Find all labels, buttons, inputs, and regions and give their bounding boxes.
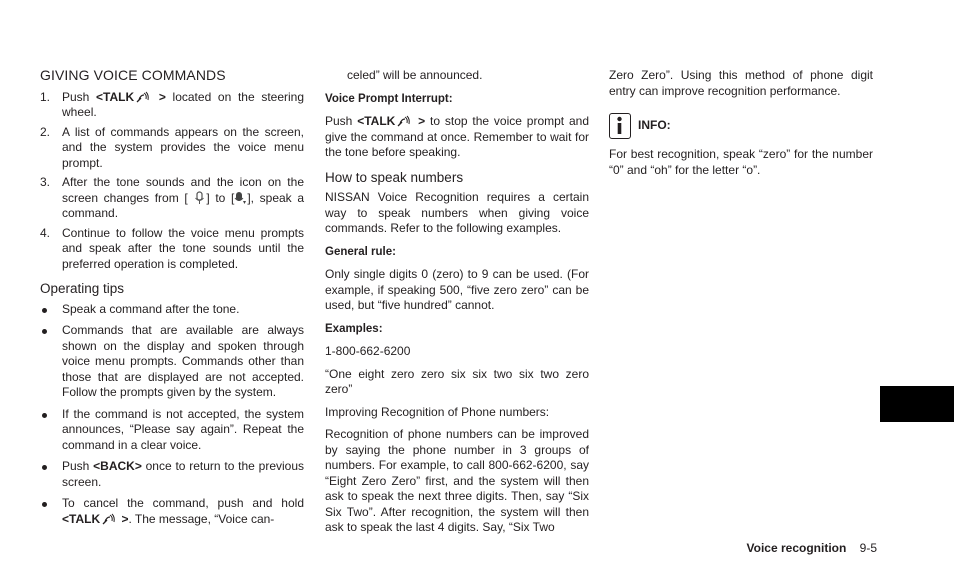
heading-general-rule: General rule: [325,245,396,258]
info-icon [609,113,631,139]
step-text: Continue to follow the voice menu prompts and speak after the tone sounds until the preferred operation is completed. [62,225,304,271]
tip-item [40,459,304,490]
tip-text: Push [62,459,94,473]
example-spoken: “One eight zero zero six six two six two zero zero” [325,366,589,396]
general-rule-paragraph: Only single digits 0 (zero) to 9 can be used. (For example, if speaking 500, “five zero zero” can be used, but “five hundred” cannot. [325,267,589,312]
improving-heading: Improving Recognition of Phone numbers: [325,404,550,419]
step-number: 2. [40,124,51,139]
back-button-label: <BACK> [93,459,142,473]
column-2 [325,68,589,543]
chapter-tab [880,386,954,422]
column-3 [609,68,873,185]
continued-text: Zero Zero”. Using this method of phone digit entry can improve recognition performance. [609,68,873,98]
step-2 [40,125,304,172]
bullet-icon [42,329,47,334]
talk-button-label: <TALK > [96,89,166,104]
info-label: INFO: [638,118,671,133]
tip-item [40,323,304,401]
page-footer [747,541,877,555]
example-number: 1-800-662-6200 [325,344,411,358]
step-3 [40,175,304,222]
page-number: 9-5 [859,541,877,555]
bullet-icon [42,502,47,507]
subheading-operating-tips: Operating tips [40,281,125,296]
heading-examples: Examples: [325,322,383,335]
mic-active-icon [234,191,247,205]
step-text: ], speak a command. [62,190,304,220]
step-1 [40,90,304,121]
tip-item [40,302,304,318]
step-text: located on the steering wheel. [62,89,305,119]
bullet-icon [42,413,47,418]
step-4 [40,226,304,273]
talk-switch-icon [136,91,150,103]
subheading-speak-numbers: How to speak numbers [325,169,464,185]
heading-voice-prompt-interrupt: Voice Prompt Interrupt: [325,92,453,105]
footer-section-title: Voice recognition [746,541,847,555]
tip-text: once to return to the previous screen. [62,459,305,489]
tip-item [40,407,304,454]
bullet-icon [42,465,47,470]
continued-text: celed” will be announced. [347,68,483,82]
tip-text: Commands that are available are always shown on the display and spoken through voice menu prompts. Commands other than those that are displayed are not accepted. Follow the prompts given by the system. [62,323,304,399]
mic-standby-icon [193,191,206,205]
step-text: After the tone sounds and the icon on the screen changes from [ [62,175,304,205]
talk-button-label: <TALK > [357,114,426,128]
step-text: Push [62,89,97,104]
tip-item [40,496,304,527]
tip-text: Speak a command after the tone. [62,301,240,316]
tips-list [40,302,304,528]
talk-switch-icon [397,115,411,127]
step-number: 3. [40,175,51,189]
tip-text: To cancel the command, push and hold [62,496,304,510]
step-text: A list of commands appears on the screen, and the system provides the voice menu prompt. [62,124,304,170]
tip-text: . The message, “Voice can- [128,511,275,526]
improving-paragraph: Recognition of phone numbers can be improved by saying the phone number in 3 groups of numbers. For example, to call 800-662-6200, say “Eight Zero Zero” first, and the system will then ask to speak the next three digits. Then, say “Six Six Two”. After recognition, the system will then ask to speak the last 4 digits. Say, “Six Two [325,427,589,534]
info-header [609,113,873,139]
section-heading: GIVING VOICE COMMANDS [40,67,226,83]
talk-switch-icon [102,513,116,525]
steps-list [40,90,304,273]
tip-text: If the command is not accepted, the system announces, “Please say again”. Repeat the command in a clear voice. [62,406,304,452]
step-text: ] to [ [206,190,235,205]
info-paragraph: For best recognition, speak “zero” for the number “0” and “oh” for the letter “o”. [609,147,873,177]
step-number: 4. [40,225,51,240]
talk-button-label: <TALK > [62,511,129,526]
column-1 [40,68,304,533]
step-number: 1. [40,89,51,104]
bullet-icon [42,308,47,313]
interrupt-paragraph: Push <TALK > to stop the voice prompt and give the command at once. Remember to wait for the tone before speaking. [325,114,589,159]
numbers-paragraph: NISSAN Voice Recognition requires a certain way to speak numbers when giving voice commands. Refer to the following examples. [325,190,589,235]
